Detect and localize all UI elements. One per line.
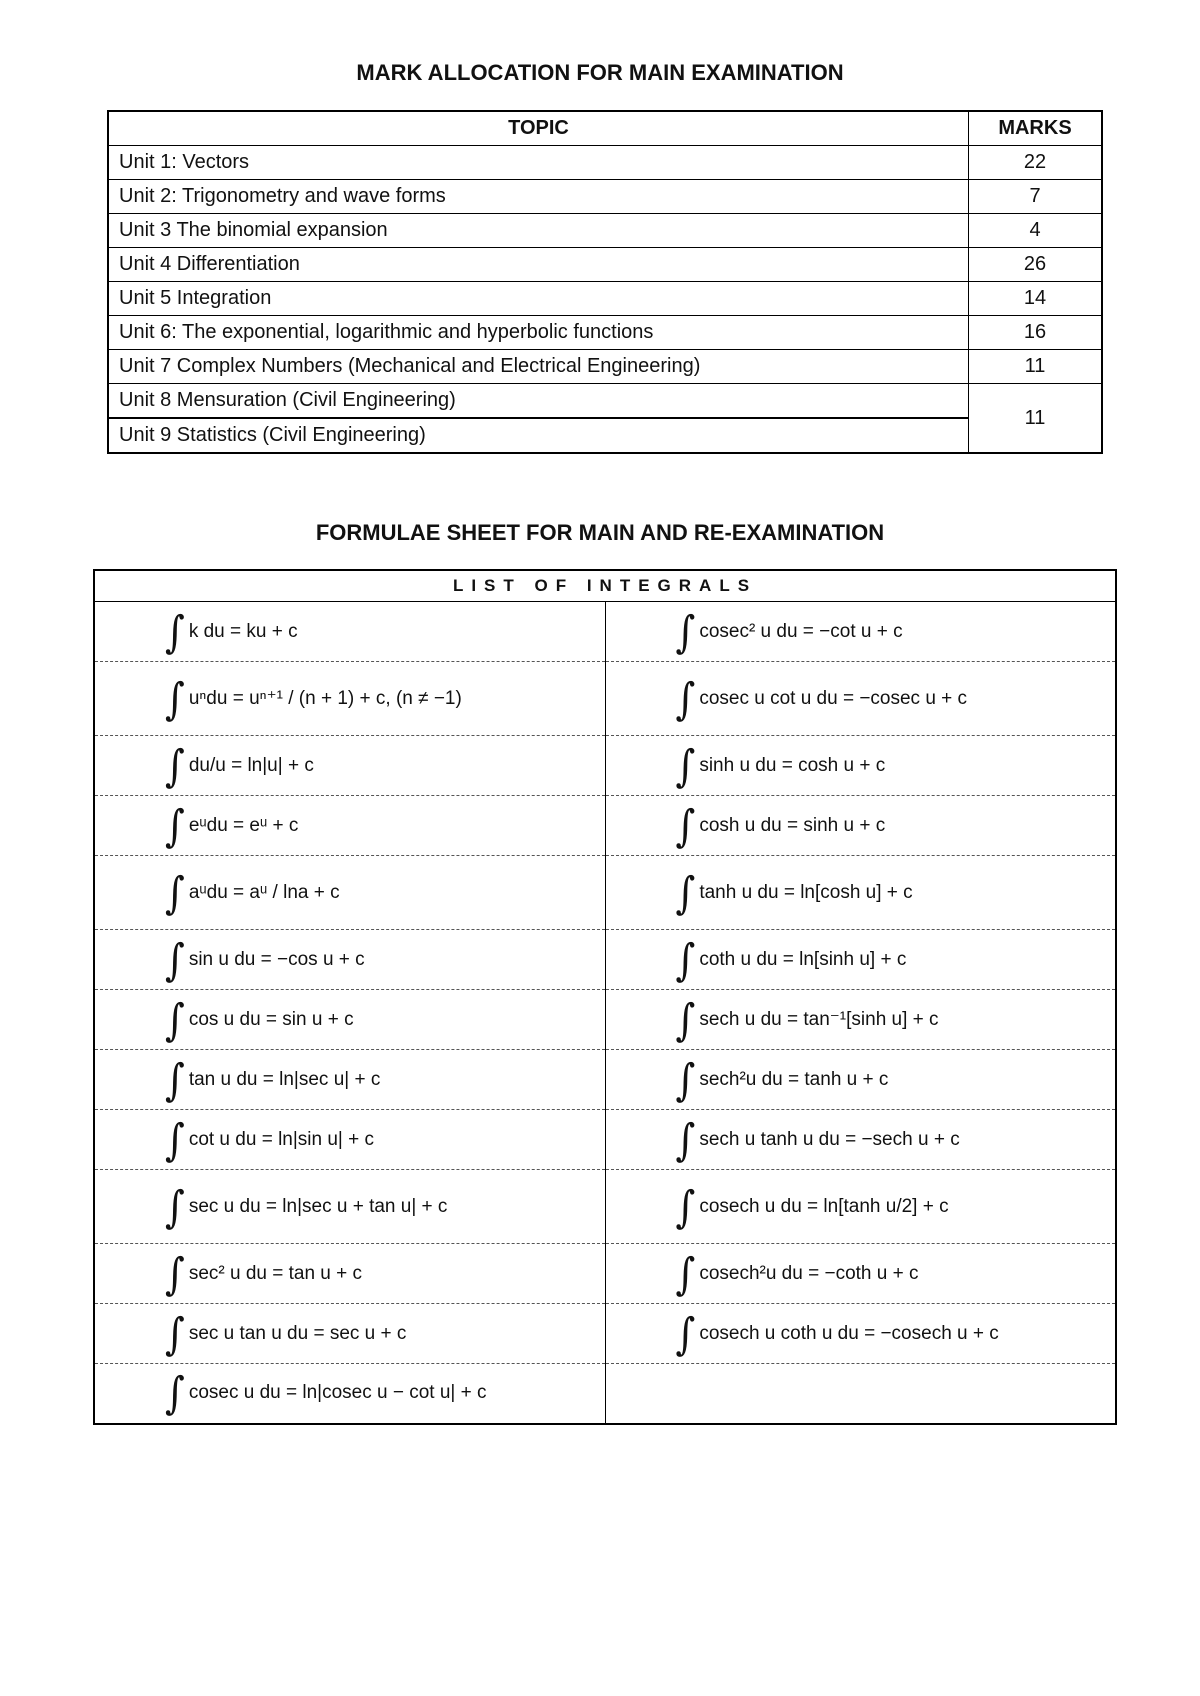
table-row [108,282,1102,316]
table-row [108,180,1102,214]
table-row [94,1244,1116,1304]
table-row [108,214,1102,248]
integral-formula: cosh u du = sinh u + c [699,814,886,836]
integral-formula: tan u du = ln|sec u| + c [188,1068,381,1090]
integral-formula: du/u = ln|u| + c [188,754,314,776]
integral-cell-right [605,1244,1116,1304]
integral-formula: cos u du = sin u + c [188,1008,354,1030]
integral-formula: cosech u coth u du = −cosech u + c [699,1322,999,1344]
integral-cell-right [605,1110,1116,1170]
integral-cell-right [605,1364,1116,1424]
table-row [94,1110,1116,1170]
marks-cell: 26 [969,248,1103,282]
integral-formula: sech u du = tan⁻¹[sinh u] + c [699,1009,939,1030]
topic-cell: Unit 6: The exponential, logarithmic and hyperbolic functions [108,316,969,350]
integral-sign-icon: ∫ [165,867,185,918]
integral-cell-right [605,1170,1116,1244]
table-row [94,662,1116,736]
integral-sign-icon: ∫ [165,934,185,985]
integral-cell-left [94,1304,605,1364]
integral-sign-icon: ∫ [165,994,185,1045]
integral-formula: cot u du = ln|sin u| + c [188,1128,375,1150]
integral-sign-icon: ∫ [675,1181,696,1232]
marks-cell: 16 [969,316,1103,350]
integral-cell-left [94,662,605,736]
integral-formula: aᵘdu = aᵘ / lna + c [188,881,340,903]
mark-allocation-title: MARK ALLOCATION FOR MAIN EXAMINATION [356,60,844,85]
integral-sign-icon: ∫ [165,740,185,791]
integral-cell-left [94,1244,605,1304]
integral-formula: uⁿdu = uⁿ⁺¹ / (n + 1) + c, (n ≠ −1) [188,688,462,709]
integral-cell-left [94,1050,605,1110]
marks-cell: 11 [969,350,1103,384]
table-row [108,384,1102,419]
integral-cell-left [94,930,605,990]
integral-sign-icon: ∫ [165,1248,185,1299]
integral-formula: sinh u du = cosh u + c [699,754,886,776]
topic-cell: Unit 7 Complex Numbers (Mechanical and Electrical Engineering) [108,350,969,384]
table-row [108,350,1102,384]
integral-sign-icon: ∫ [675,606,696,657]
integral-formula: coth u du = ln[sinh u] + c [699,948,907,970]
integral-cell-left [94,736,605,796]
integral-cell-right [605,856,1116,930]
topic-cell: Unit 3 The binomial expansion [108,214,969,248]
integral-sign-icon: ∫ [165,800,185,851]
integral-cell-right [605,1050,1116,1110]
table-row [94,1050,1116,1110]
integral-sign-icon: ∫ [165,1308,185,1359]
marks-cell: 22 [969,146,1103,180]
integral-sign-icon: ∫ [165,1367,185,1419]
integral-sign-icon: ∫ [675,1054,696,1105]
topic-header: TOPIC [108,111,969,146]
table-header-row [108,111,1102,146]
integral-sign-icon: ∫ [675,740,696,791]
integral-sign-icon: ∫ [675,867,696,918]
marks-cell: 7 [969,180,1103,214]
integral-cell-left [94,856,605,930]
integral-formula: sech²u du = tanh u + c [699,1068,889,1090]
integral-formula: sec u du = ln|sec u + tan u| + c [188,1195,448,1217]
topic-cell: Unit 9 Statistics (Civil Engineering) [108,418,969,453]
list-of-integrals-heading: LIST OF INTEGRALS [94,570,1116,602]
integral-formula: cosech²u du = −coth u + c [699,1262,919,1284]
integral-sign-icon: ∫ [675,800,696,851]
table-row [94,1170,1116,1244]
marks-cell: 14 [969,282,1103,316]
topic-cell: Unit 8 Mensuration (Civil Engineering) [108,384,969,419]
integral-cell-left [94,602,605,662]
table-row [94,1304,1116,1364]
table-row [94,1364,1116,1424]
integral-cell-right [605,990,1116,1050]
integral-cell-left [94,990,605,1050]
table-row [108,418,1102,453]
table-row [94,990,1116,1050]
topic-cell: Unit 4 Differentiation [108,248,969,282]
integral-sign-icon: ∫ [165,606,185,657]
integral-sign-icon: ∫ [675,1248,696,1299]
integral-formula: sec² u du = tan u + c [188,1262,363,1284]
integral-formula: eᵘdu = eᵘ + c [188,814,299,836]
table-row [94,930,1116,990]
integral-cell-right [605,796,1116,856]
integral-formula: tanh u du = ln[cosh u] + c [699,881,913,903]
topic-cell: Unit 2: Trigonometry and wave forms [108,180,969,214]
integral-sign-icon: ∫ [165,1114,185,1165]
table-row [94,736,1116,796]
formulae-sheet-title: FORMULAE SHEET FOR MAIN AND RE-EXAMINATION [315,520,885,545]
integral-sign-icon: ∫ [675,1308,696,1359]
integral-sign-icon: ∫ [675,673,696,724]
integral-formula: cosec u du = ln|cosec u − cot u| + c [188,1382,487,1404]
marks-cell: 4 [969,214,1103,248]
integral-cell-right [605,602,1116,662]
marks-cell: 11 [969,384,1103,454]
table-row [108,146,1102,180]
marks-header: MARKS [969,111,1103,146]
integral-formula: cosec u cot u du = −cosec u + c [699,687,968,709]
integral-formula: sec u tan u du = sec u + c [188,1322,407,1344]
integral-formula: cosech u du = ln[tanh u/2] + c [699,1195,949,1217]
integral-cell-left [94,1110,605,1170]
integral-sign-icon: ∫ [165,673,185,724]
topic-cell: Unit 1: Vectors [108,146,969,180]
integral-cell-left [94,796,605,856]
integral-sign-icon: ∫ [165,1181,185,1232]
table-row [108,248,1102,282]
list-heading-row [94,570,1116,602]
topic-cell: Unit 5 Integration [108,282,969,316]
table-row [94,796,1116,856]
table-row [94,602,1116,662]
integral-cell-right [605,662,1116,736]
integral-sign-icon: ∫ [165,1054,185,1105]
integral-sign-icon: ∫ [675,1114,696,1165]
integral-cell-right [605,1304,1116,1364]
integral-formula: k du = ku + c [188,620,298,642]
integral-cell-left [94,1170,605,1244]
integral-cell-left [94,1364,605,1424]
integral-formula: sech u tanh u du = −sech u + c [699,1128,960,1150]
integral-sign-icon: ∫ [675,994,696,1045]
integral-cell-right [605,736,1116,796]
mark-allocation-table [107,110,1103,454]
table-row [94,856,1116,930]
integral-sign-icon: ∫ [675,934,696,985]
integral-formula: cosec² u du = −cot u + c [699,620,903,642]
table-row [108,316,1102,350]
integrals-table [93,569,1117,1425]
integral-formula: sin u du = −cos u + c [188,948,365,970]
integral-cell-right [605,930,1116,990]
